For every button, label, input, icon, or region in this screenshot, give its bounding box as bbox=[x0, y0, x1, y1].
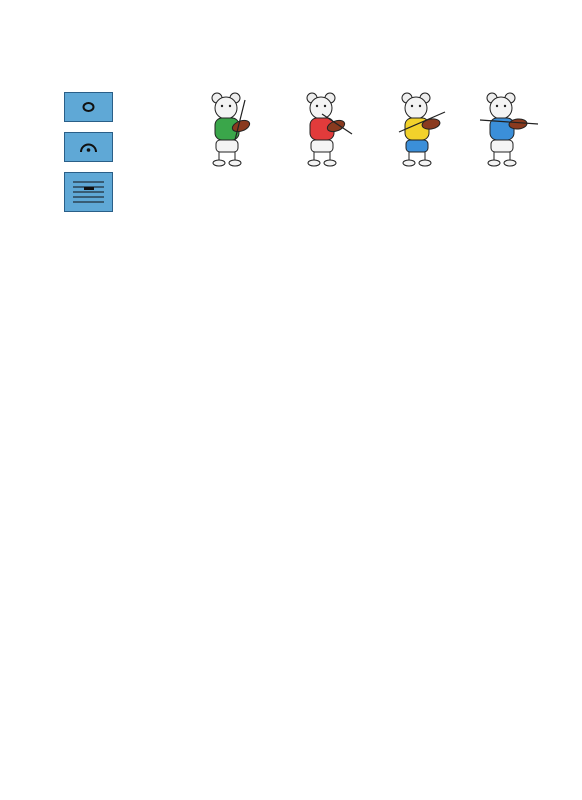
whole-note-icon bbox=[64, 92, 113, 122]
staff-mi bbox=[60, 440, 580, 520]
bear-red bbox=[307, 93, 352, 166]
violin-bears-illustration bbox=[205, 90, 545, 180]
bear-green bbox=[212, 93, 251, 166]
bear-blue bbox=[480, 93, 538, 166]
fermata-icon bbox=[64, 132, 113, 162]
staff-re bbox=[60, 544, 580, 624]
whole-rest-icon bbox=[64, 172, 113, 212]
staff-sol bbox=[60, 642, 580, 722]
staff-la bbox=[60, 334, 580, 414]
bear-yellow bbox=[399, 93, 445, 166]
